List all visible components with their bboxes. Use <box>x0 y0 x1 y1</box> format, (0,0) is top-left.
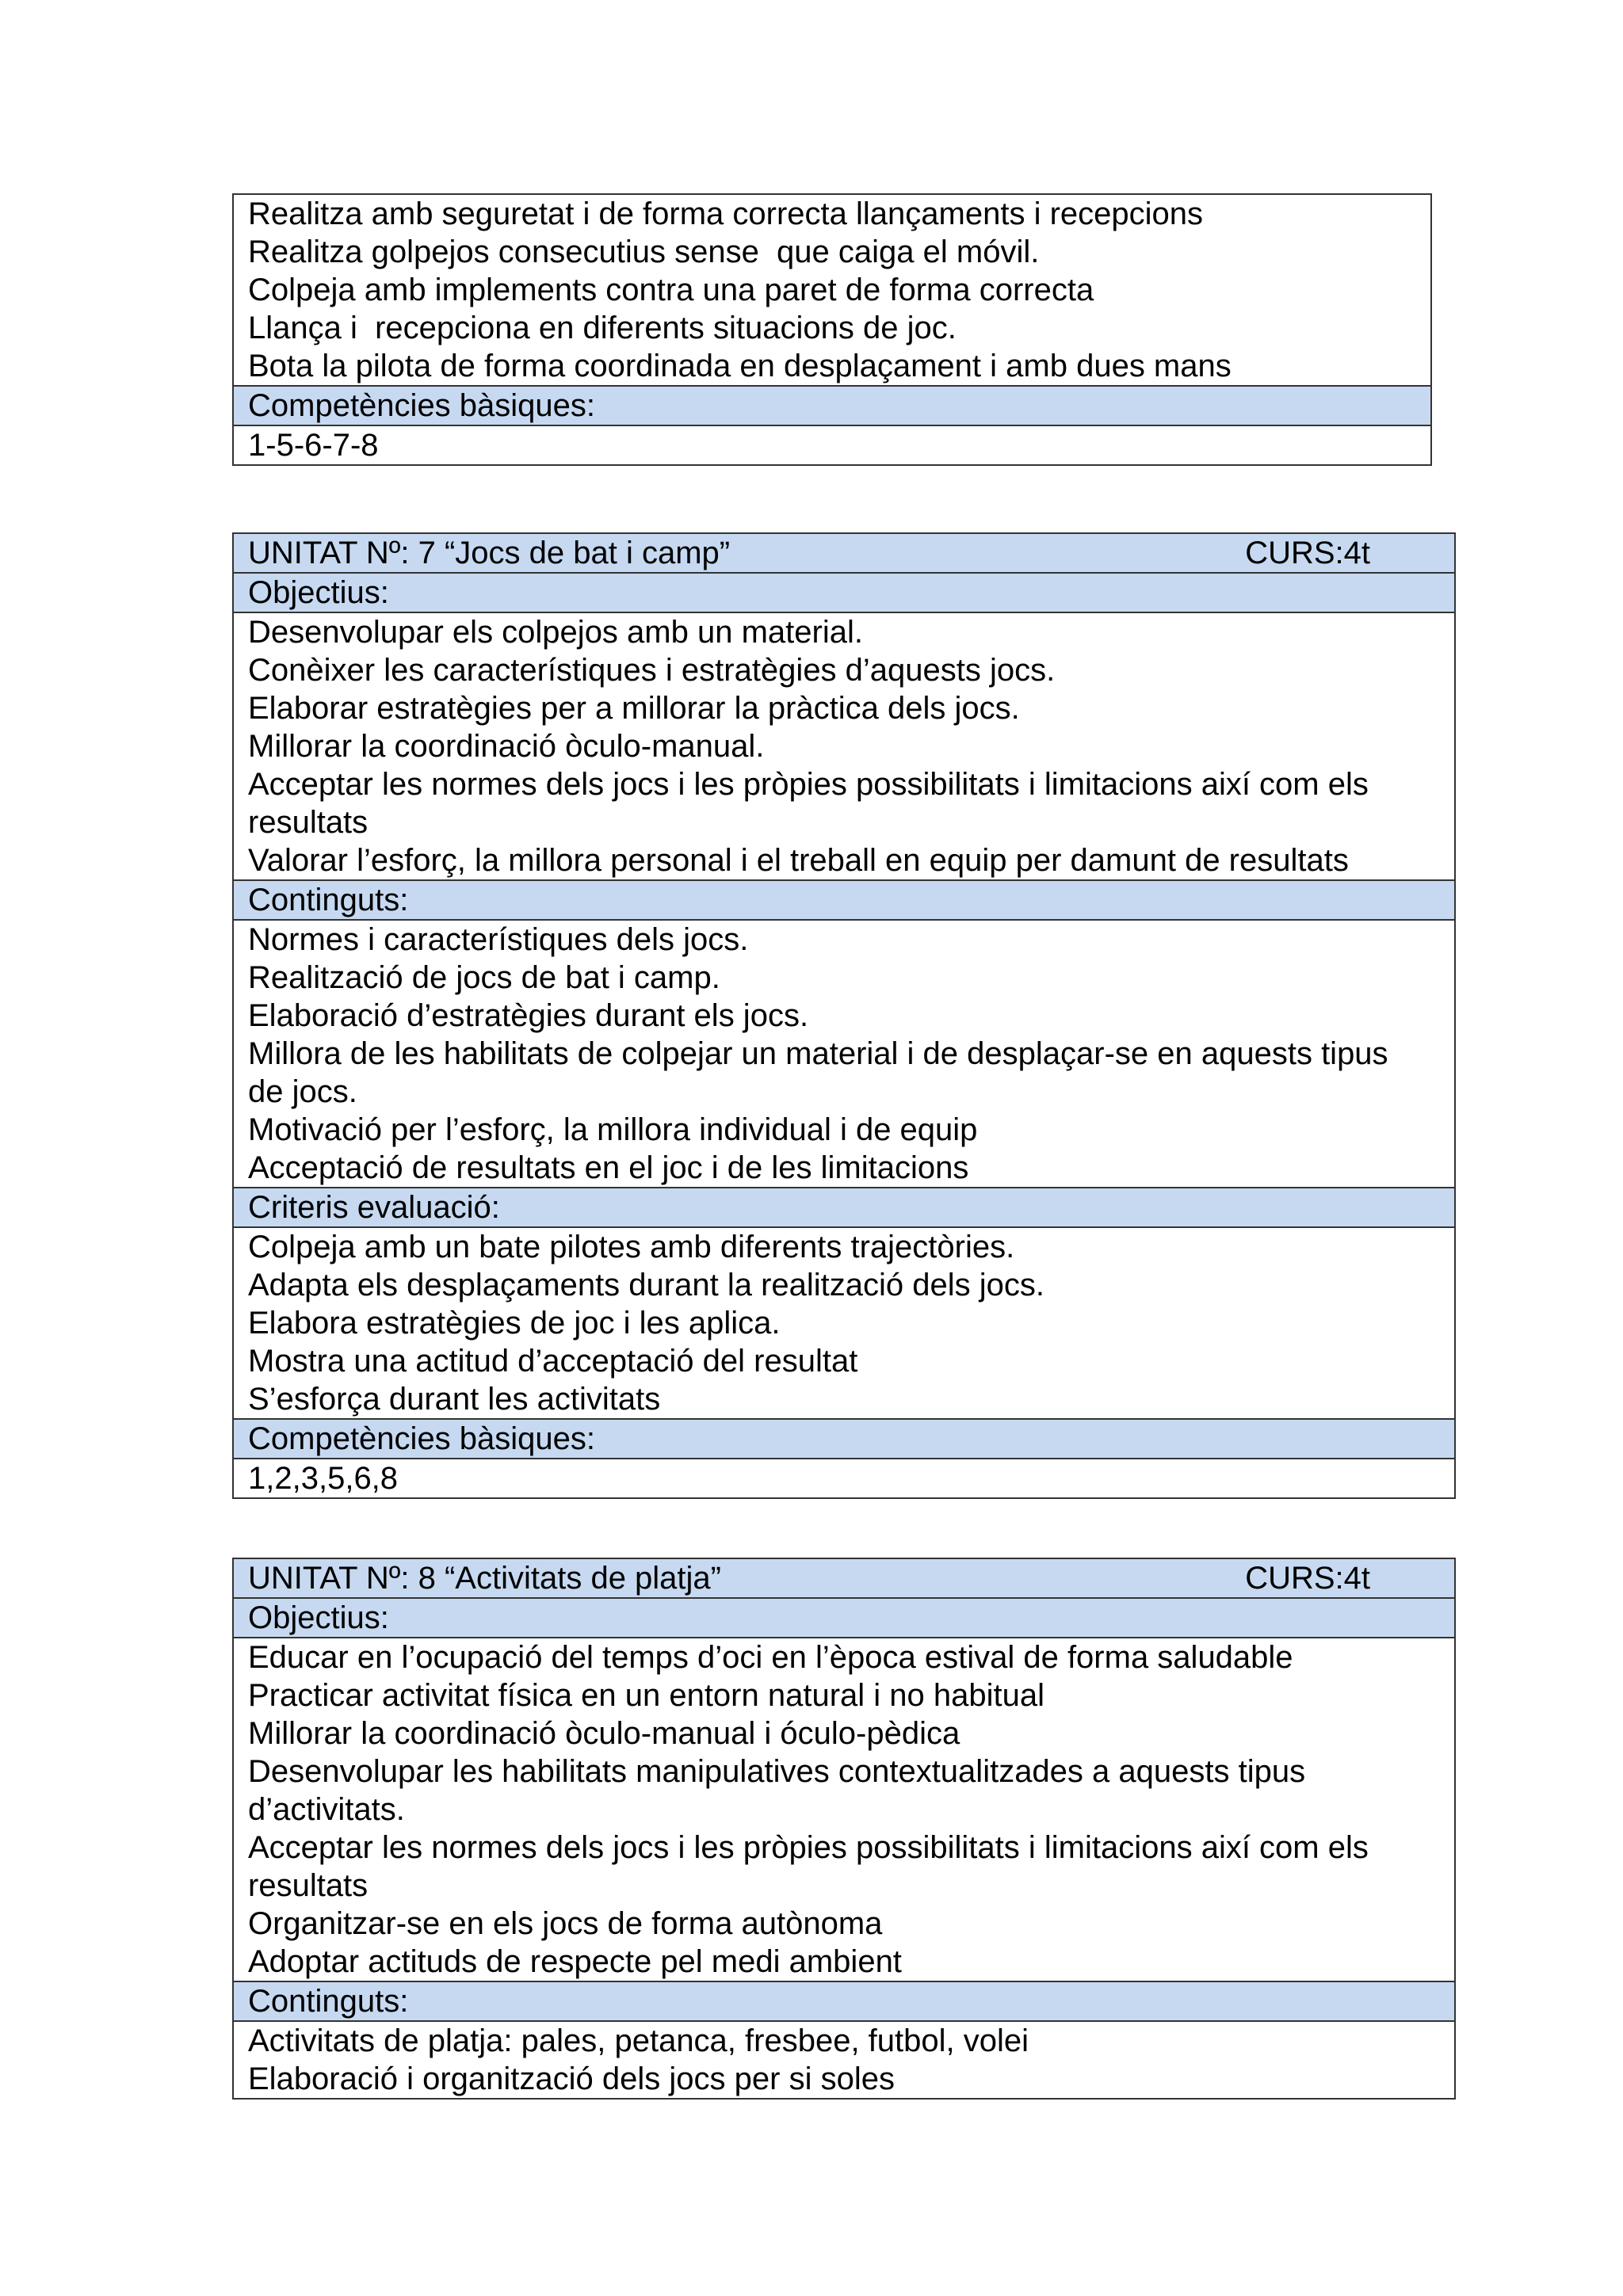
unit-title: UNITAT Nº: 8 “Activitats de platja” <box>248 1561 721 1596</box>
objectives-header: Objectius: <box>234 574 1454 613</box>
unit-title-row <box>234 534 1454 574</box>
contents-list <box>234 921 1454 1188</box>
criteria-line: Bota la pilota de forma coordinada en desplaçament i amb dues mans <box>248 349 1232 383</box>
course-label: CURS:4t <box>1245 1561 1370 1596</box>
criteria-line: Adapta els desplaçaments durant la realització dels jocs. <box>248 1268 1044 1302</box>
objective-line: d’activitats. <box>248 1792 405 1827</box>
competencies-header: Competències bàsiques: <box>234 1420 1454 1459</box>
unit-title-row <box>234 1559 1454 1599</box>
objective-line: Desenvolupar els colpejos amb un material. <box>248 615 863 650</box>
objectives-list <box>234 613 1454 881</box>
competencies-value: 1-5-6-7-8 <box>248 428 379 463</box>
competencies-header: Competències bàsiques: <box>234 387 1430 426</box>
objective-line: Millorar la coordinació òculo-manual. <box>248 729 765 764</box>
criteria-list <box>234 1228 1454 1420</box>
unit-title: UNITAT Nº: 7 “Jocs de bat i camp” <box>248 536 731 570</box>
objective-line: Adoptar actituds de respecte pel medi ambient <box>248 1944 902 1979</box>
objective-line: Acceptar les normes dels jocs i les pròpies possibilitats i limitacions així com els <box>248 767 1369 802</box>
content-line: de jocs. <box>248 1074 357 1109</box>
content-line: Normes i característiques dels jocs. <box>248 922 749 957</box>
criteria-line: Mostra una actitud d’acceptació del resultat <box>248 1344 858 1379</box>
contents-header: Continguts: <box>234 881 1454 921</box>
content-line: Motivació per l’esforç, la millora individual i de equip <box>248 1112 978 1147</box>
objective-line: Conèixer les característiques i estratègies d’aquests jocs. <box>248 653 1056 688</box>
content-line: Elaboració d’estratègies durant els jocs. <box>248 998 809 1033</box>
content-line: Millora de les habilitats de colpejar un material i de desplaçar-se en aquests tipus <box>248 1036 1388 1071</box>
contents-header: Continguts: <box>234 1982 1454 2022</box>
objective-line: Practicar activitat física en un entorn natural i no habitual <box>248 1678 1044 1713</box>
criteria-line: Colpeja amb un bate pilotes amb diferents trajectòries. <box>248 1230 1015 1264</box>
criteria-line: Realitza amb seguretat i de forma correcta llançaments i recepcions <box>248 196 1203 231</box>
objective-line: Desenvolupar les habilitats manipulatives contextualitzades a aquests tipus <box>248 1754 1306 1789</box>
content-line: Realització de jocs de bat i camp. <box>248 960 720 995</box>
objective-line: resultats <box>248 805 369 840</box>
contents-list <box>234 2022 1454 2098</box>
objectives-header: Objectius: <box>234 1599 1454 1638</box>
objective-line: Educar en l’ocupació del temps d’oci en l’època estival de forma saludable <box>248 1640 1293 1675</box>
objective-line: Organitzar-se en els jocs de forma autònoma <box>248 1906 883 1941</box>
unit-6-table-continuation <box>232 193 1432 466</box>
objective-line: Acceptar les normes dels jocs i les pròpies possibilitats i limitacions així com els <box>248 1830 1369 1865</box>
criteria-header: Criteris evaluació: <box>234 1188 1454 1228</box>
content-line: Activitats de platja: pales, petanca, fresbee, futbol, volei <box>248 2023 1029 2058</box>
criteria-line: Llança i recepciona en diferents situacions de joc. <box>248 311 957 345</box>
criteria-line: Elabora estratègies de joc i les aplica. <box>248 1306 781 1341</box>
criteria-line: Colpeja amb implements contra una paret de forma correcta <box>248 273 1094 307</box>
content-line: Acceptació de resultats en el joc i de les limitacions <box>248 1150 969 1185</box>
objective-line: Valorar l’esforç, la millora personal i el treball en equip per damunt de resultats <box>248 843 1349 878</box>
criteria-list <box>234 195 1430 387</box>
objectives-list <box>234 1638 1454 1982</box>
unit-7-table <box>232 532 1456 1499</box>
objective-line: resultats <box>248 1868 369 1903</box>
content-line: Elaboració i organització dels jocs per si soles <box>248 2061 895 2096</box>
objective-line: Elaborar estratègies per a millorar la pràctica dels jocs. <box>248 691 1020 726</box>
unit-8-table <box>232 1558 1456 2100</box>
course-label: CURS:4t <box>1245 536 1370 570</box>
competencies-value: 1,2,3,5,6,8 <box>248 1461 399 1496</box>
criteria-line: S’esforça durant les activitats <box>248 1382 661 1417</box>
objective-line: Millorar la coordinació òculo-manual i óculo-pèdica <box>248 1716 960 1751</box>
criteria-line: Realitza golpejos consecutius sense que caiga el móvil. <box>248 235 1040 269</box>
